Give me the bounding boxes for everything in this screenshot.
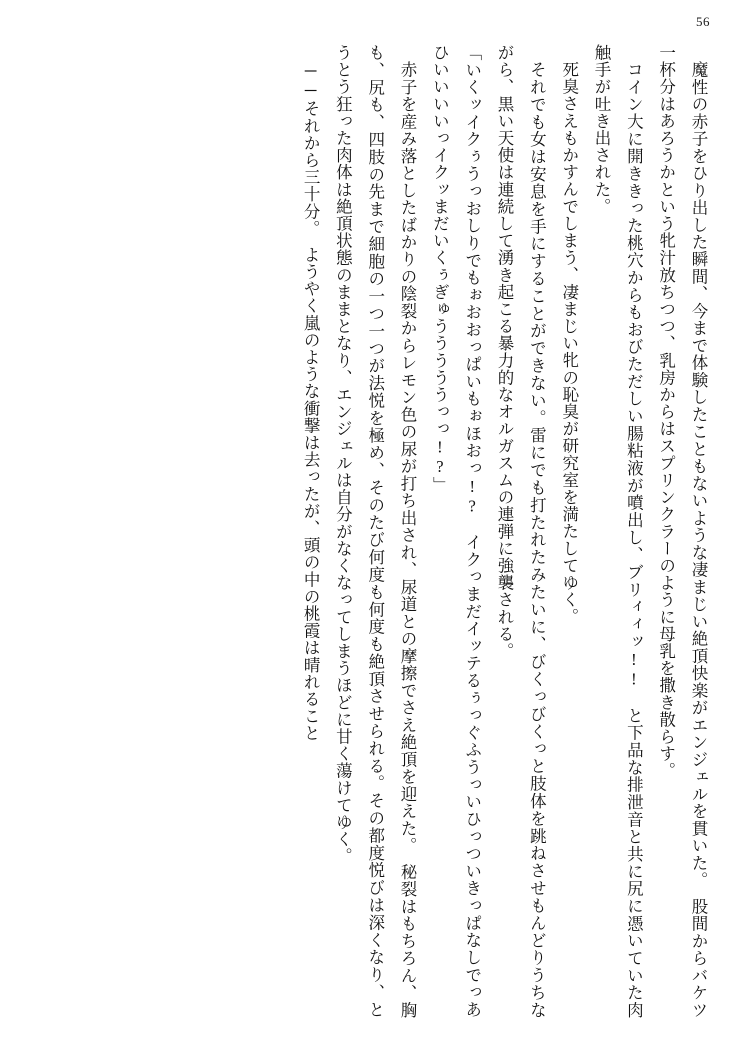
page-body-text	[30, 44, 714, 1018]
paragraph: コイン大に開ききった桃穴からもおびただしい腸粘液が噴出し、ブリィィッ!! と下品な排泄音と共に尻に憑いていた肉触手が吐き出された。	[592, 44, 644, 1018]
page-number: 56	[696, 14, 710, 29]
paragraph: 魔性の赤子をひり出した瞬間、今まで体験したこともないような凄まじい絶頂快楽がエンジェルを貫いた。 股間からバケツ一杯分はあろうかという牝汁放ちつつ、乳房からはスプリンクラーのように母乳を撒き散らす。	[656, 44, 708, 1018]
paragraph: 赤子を産み落としたばかりの陰裂からレモン色の尿が打ち出され、尿道との摩擦でさえ絶頂を迎えた。 秘裂はもちろん、胸も、尻も、四肢の先まで細胞の一つ一つが法悦を極め、そのたび何度も何度も絶頂させられる。その都度悦びは深くなり、とうとう狂った肉体は絶頂状態のままとなり、エンジェルは自分がなくなってしまうほどに甘く蕩けてゆく。	[333, 44, 418, 1018]
paragraph: それでも女は安息を手にすることができない。雷にでも打たれたみたいに、びくっびくっと肢体を跳ねさせもんどりうちながら、黒い天使は連続して湧き起こる暴力的なオルガスムの連弾に強襲される。	[495, 44, 547, 1018]
paragraph: 「いくッイクぅうっおしりでもぉおおっぱいもぉほおっ!? イクっまだイッテるぅっぐふうっいひっついきっぱなしでっあひいいいいっイクッまだいくぅぎゅうううううっっ!?」	[430, 44, 482, 1018]
paragraph: ──それから三十分。 ようやく嵐のような衝撃は去ったが、頭の中の桃霞は晴れること	[301, 60, 321, 742]
paragraph: 死臭さえもかすんでしまう、凄まじい牝の恥臭が研究室を満たしてゆく。	[559, 60, 579, 625]
